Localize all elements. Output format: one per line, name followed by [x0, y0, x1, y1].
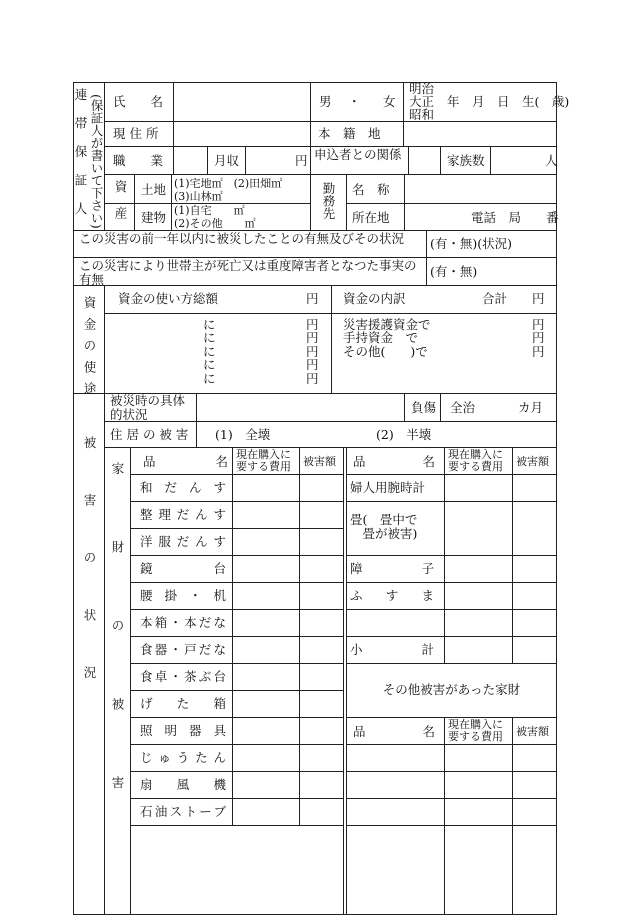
col-cost-right-lower: 現在購入に要する費用 [448, 718, 503, 743]
label-male: 男 [319, 94, 332, 109]
era-taisho: 大正 [409, 94, 435, 109]
answer-household-head: (有・無) [430, 264, 478, 279]
source-relief-fund: 災害援護資金で [343, 317, 431, 332]
item-sekiyu-stove: 石油ストーブ [140, 804, 226, 819]
building-line-2: (2)その他 ㎡ [174, 217, 256, 230]
label-yen-sum: 円 [532, 291, 545, 306]
source-yen-3: 円 [532, 344, 545, 359]
item-juutan: じゅうたん [140, 750, 226, 765]
label-yen-income: 円 [295, 153, 308, 168]
fund-yen-3: 円 [306, 344, 319, 359]
answer-previous-disaster: (有・無)(状況) [430, 236, 513, 251]
label-workplace: 勤務先 [321, 182, 336, 220]
label-yen-total: 円 [306, 291, 319, 306]
era-meiji: 明治 [409, 81, 435, 96]
label-family: 家族数 [447, 153, 485, 168]
item-wadansu: 和だんす [140, 480, 226, 495]
col-item-right: 品 名 [353, 454, 435, 469]
label-honseki: 本 籍 地 [318, 126, 381, 141]
label-sum: 合計 [482, 291, 508, 306]
guarantor-side-label: 連帯保証人 [73, 88, 88, 231]
item-shoumei-kigu: 照明器具 [140, 723, 226, 738]
item-shouji: 障 子 [350, 561, 434, 576]
col-cost-left: 現在購入に要する費用 [236, 448, 291, 473]
label-situation: 被災時の具体的状況 [110, 393, 186, 422]
item-koshikake-tsukue: 腰掛・机 [140, 588, 226, 603]
item-shokki-todana: 食器・戸だな [140, 642, 226, 657]
item-tatami: 畳( 畳中で 畳が被害) [350, 512, 418, 541]
label-phone: 電話 局 番 [471, 210, 559, 225]
fund-yen-2: 円 [306, 330, 319, 345]
col-loss-left: 被害額 [303, 455, 336, 468]
question-household-head: この災害により世帯主が死亡又は重度障害者となつた事実の有無 [79, 258, 417, 287]
col-item-right-lower: 品 名 [353, 724, 435, 739]
label-workplace-name: 名 称 [352, 182, 390, 197]
house-half-loss: (2) 半壊 [376, 427, 432, 442]
label-fund-usage: 資金の使途 [82, 296, 97, 404]
label-job: 職 業 [113, 153, 164, 168]
item-senpuuki: 扇風機 [140, 777, 226, 792]
fund-ni-2: に [203, 330, 216, 345]
label-land: 土地 [141, 182, 167, 197]
building-line-1: (1)自宅 ㎡ [174, 204, 245, 217]
house-total-loss: (1) 全壊 [215, 427, 271, 442]
label-female: 女 [383, 94, 396, 109]
label-relation: 申込者との関係 [314, 147, 402, 162]
fund-ni-5: に [203, 371, 216, 386]
item-fusuma: ふ す ま [350, 588, 434, 603]
source-yen-2: 円 [532, 330, 545, 345]
item-honbako: 本箱・本だな [140, 615, 226, 630]
label-income: 月収 [214, 153, 240, 168]
label-house-damage: 住 居 の 被 害 [110, 427, 189, 442]
label-building: 建物 [141, 210, 167, 225]
label-workplace-address: 所在地 [352, 210, 390, 225]
fund-ni-4: に [203, 357, 216, 372]
fund-yen-5: 円 [306, 371, 319, 386]
col-loss-right-lower: 被害額 [516, 725, 549, 738]
label-address: 現 住 所 [113, 126, 159, 141]
label-dob: 年 月 日 生( 歳) [447, 94, 570, 109]
col-loss-right: 被害額 [516, 455, 549, 468]
fund-ni-1: に [203, 317, 216, 332]
col-cost-right: 現在購入に要する費用 [448, 448, 503, 473]
land-line-2: (3)山林㎡ [174, 190, 223, 203]
land-line-1: (1)宅地㎡ (2)田畑㎡ [174, 177, 283, 190]
col-item-left: 品 名 [143, 454, 228, 469]
label-persons: 人 [545, 153, 558, 168]
label-dot: ・ [348, 94, 361, 109]
label-assets: 資産 [113, 180, 128, 233]
question-previous-disaster: この災害の前一年以内に被災したことの有無及びその状況 [79, 231, 405, 246]
item-getabako: げた箱 [140, 696, 226, 711]
fund-yen-4: 円 [306, 357, 319, 372]
label-goods-damage: 家財の被害 [110, 462, 125, 855]
item-youfuku-dansu: 洋服だんす [140, 534, 226, 549]
item-seiri-dansu: 整理だんす [140, 507, 226, 522]
source-own-fund: 手持資金 で [343, 330, 419, 345]
label-breakdown: 資金の内訳 [343, 291, 406, 306]
label-recovery: 全治 [450, 400, 476, 415]
source-yen-1: 円 [532, 317, 545, 332]
label-total-amount: 資金の使い方総額 [118, 291, 219, 306]
label-other-goods: その他被害があった家財 [382, 682, 521, 697]
item-kyoudai: 鏡 台 [140, 561, 226, 576]
item-shokutaku: 食卓・茶ぶ台 [140, 669, 226, 684]
fund-yen-1: 円 [306, 317, 319, 332]
era-showa: 昭和 [409, 107, 435, 122]
label-injury: 負傷 [411, 400, 437, 415]
label-subtotal: 小 計 [350, 642, 434, 657]
item-womens-watch: 婦人用腕時計 [350, 480, 426, 495]
label-damage-status: 被害の状況 [82, 436, 97, 724]
fund-ni-3: に [203, 344, 216, 359]
label-name: 氏 名 [113, 94, 164, 109]
source-other: その他( )で [343, 344, 428, 359]
label-months: カ月 [518, 400, 544, 415]
guarantor-side-note: (保証人が書いて下さい) [89, 94, 104, 229]
